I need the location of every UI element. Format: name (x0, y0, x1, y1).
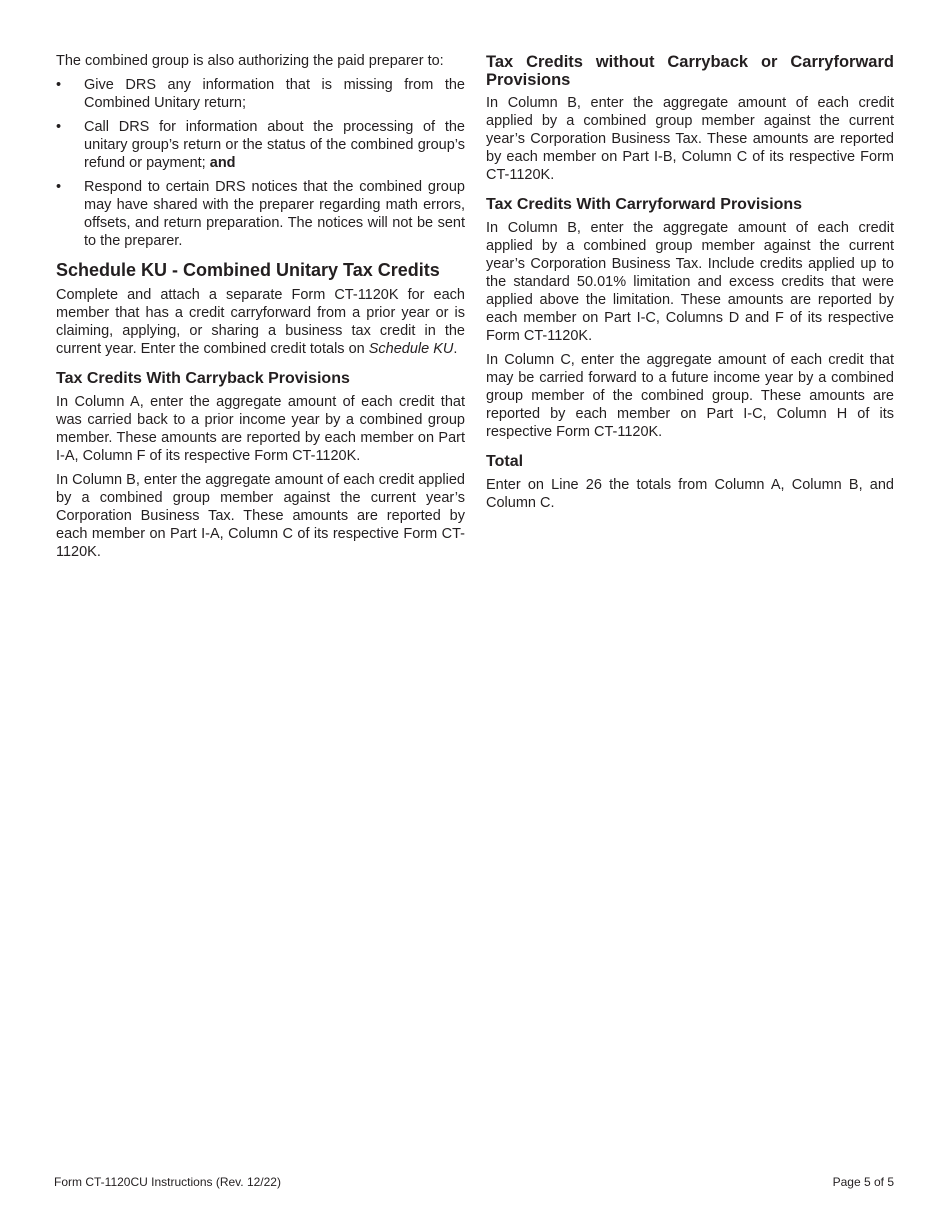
left-column (56, 52, 465, 567)
carryforward-heading: Tax Credits With Carryforward Provisions (486, 196, 803, 213)
schedule-ku-paragraph (56, 286, 465, 358)
list-item-text: Give DRS any information that is missing from the Combined Unitary return; (84, 77, 465, 111)
no-carry-heading: Tax Credits without Carryback or Carryforward Provisions (486, 53, 894, 89)
bullet-icon: • (56, 77, 62, 93)
total-heading: Total (486, 453, 524, 470)
carryback-heading: Tax Credits With Carryback Provisions (56, 370, 350, 387)
schedule-ku-text: Complete and attach a separate Form CT-1120K for each member that has a credit carryforward from a prior year or is claiming, applying, or sharing a business tax credit in the current year. Enter the combined credit totals on (56, 287, 465, 357)
list-item (56, 118, 465, 172)
carryforward-paragraph-1: In Column B, enter the aggregate amount of each credit applied by a combined group member against the current year’s Corporation Business Tax. Include credits applied up to the standard 50.01% limitation and excess credits that were applied above the limitation. These amounts are reported by each member on Part I-C, Columns D and F of its respective Form CT-1120K. (486, 220, 894, 344)
bullet-icon: • (56, 179, 62, 195)
carryforward-paragraph-2: In Column C, enter the aggregate amount of each credit that may be carried forward to a future income year by a combined group member of the combined group. These amounts are reported by each member on Part I-C, Column H of its respective Form CT-1120K. (486, 352, 894, 440)
list-item-text: Respond to certain DRS notices that the combined group may have shared with the preparer regarding math errors, offsets, and return preparation. The notices will not be sent to the preparer. (84, 179, 465, 249)
intro-text: The combined group is also authorizing the paid preparer to: (56, 53, 444, 69)
schedule-ku-heading: Schedule KU - Combined Unitary Tax Credits (56, 260, 440, 280)
list-item-text: Call DRS for information about the processing of the unitary group’s return or the status of the combined group’s refund or payment; (84, 119, 465, 171)
carryback-paragraph-2: In Column B, enter the aggregate amount of each credit applied by a combined group member against the current year’s Corporation Business Tax. These amounts are reported by each member on Part I-A, Column C of its respective Form CT-1120K. (56, 472, 465, 560)
right-column (486, 52, 894, 518)
bullet-icon: • (56, 119, 62, 135)
footer-form-id: Form CT-1120CU Instructions (Rev. 12/22) (54, 1175, 281, 1189)
schedule-ku-italic: Schedule KU (368, 341, 454, 357)
list-item (56, 76, 465, 112)
total-paragraph: Enter on Line 26 the totals from Column A, Column B, and Column C. (486, 477, 894, 511)
list-item-bold-text: and (209, 155, 236, 171)
no-carry-paragraph: In Column B, enter the aggregate amount of each credit applied by a combined group member against the current year’s Corporation Business Tax. These amounts are reported by each member on Part I-B, Column C of its respective Form CT-1120K. (486, 95, 894, 183)
schedule-ku-end: . (453, 341, 458, 357)
authorization-list (56, 76, 465, 250)
list-item (56, 178, 465, 250)
footer-page-number: Page 5 of 5 (832, 1175, 894, 1189)
carryback-paragraph-1: In Column A, enter the aggregate amount of each credit that was carried back to a prior income year by a combined group member. These amounts are reported by each member on Part I-A, Column F of its respective Form CT-1120K. (56, 394, 465, 464)
